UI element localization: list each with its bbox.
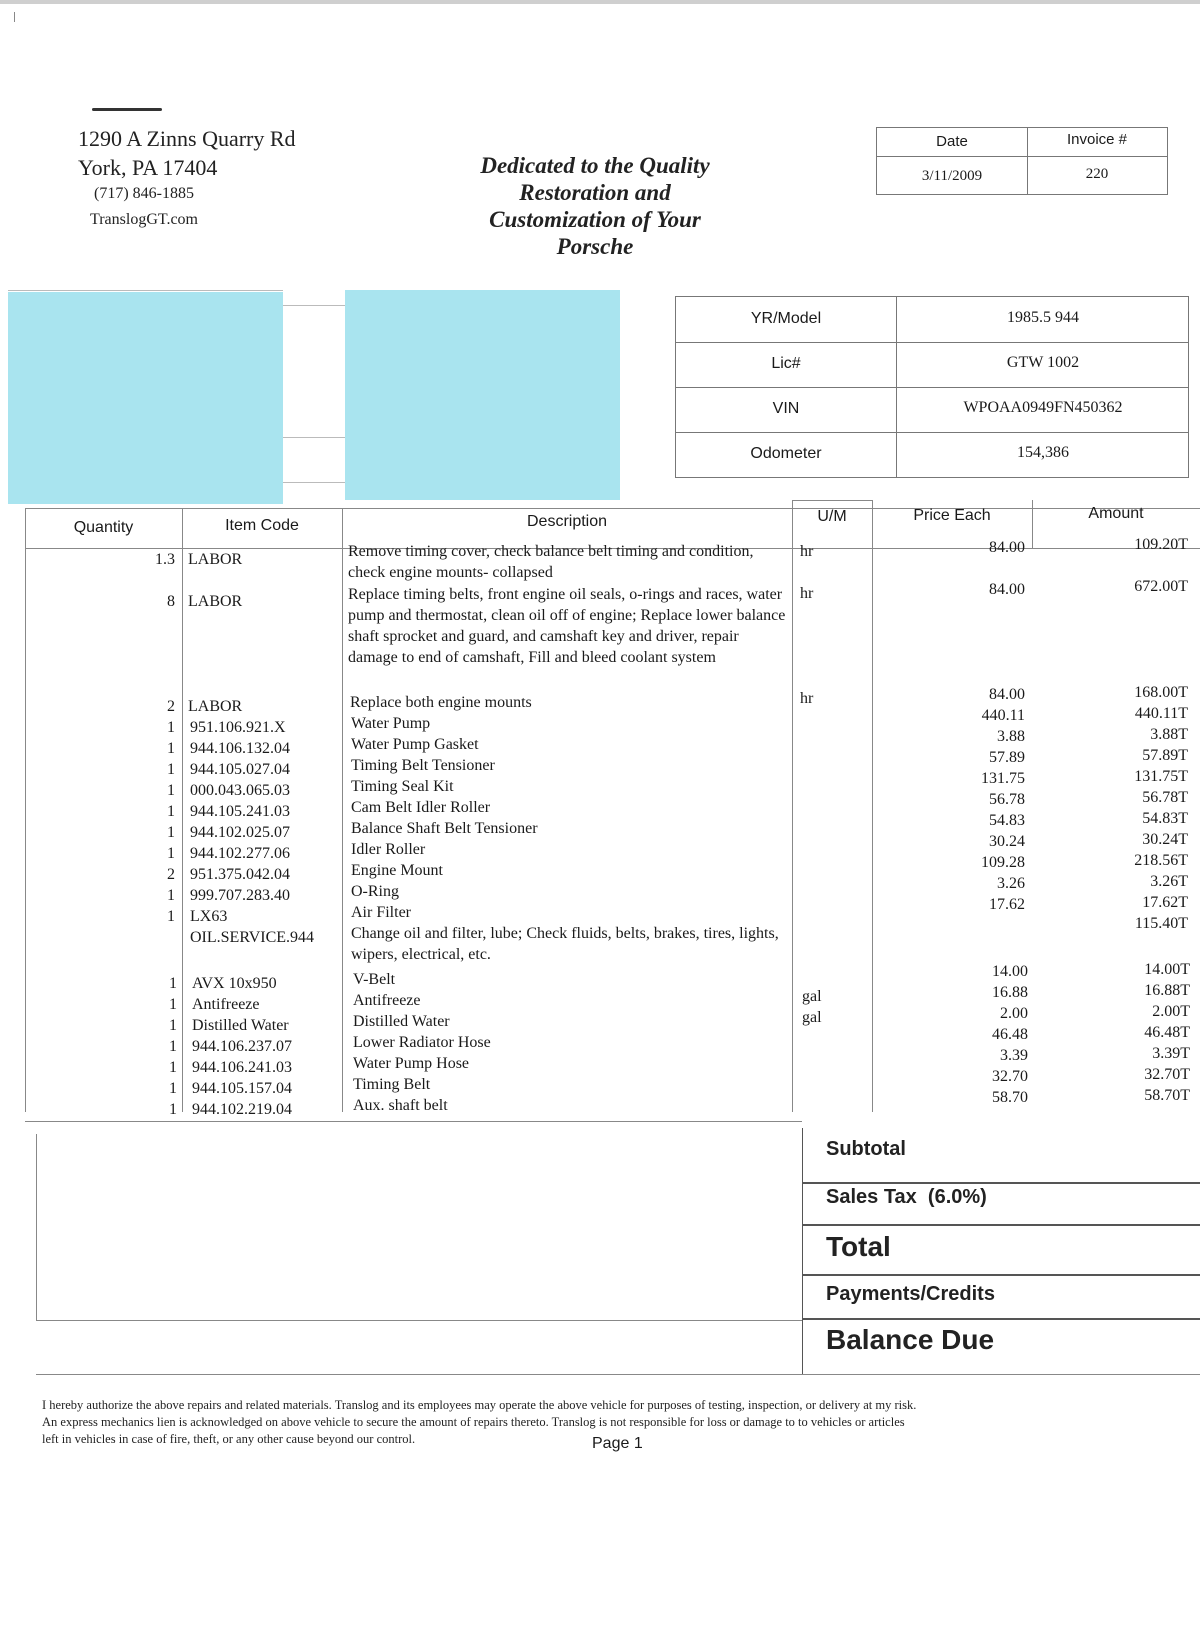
item-description: V-Belt — [353, 971, 396, 988]
item-amount: 57.89T — [1142, 747, 1188, 764]
item-code: 944.105.157.04 — [192, 1080, 292, 1097]
item-qty: 1 — [169, 1017, 177, 1034]
item-qty: 1 — [169, 1038, 177, 1055]
item-code: 944.105.241.03 — [190, 803, 290, 820]
item-price: 2.00 — [1000, 1005, 1028, 1022]
item-price: 16.88 — [992, 984, 1028, 1001]
redacted-bill-to — [8, 292, 283, 504]
item-description: Aux. shaft belt — [353, 1097, 448, 1114]
col-divider — [182, 508, 183, 1112]
item-amount: 3.88T — [1150, 726, 1188, 743]
item-amount: 168.00T — [1134, 684, 1188, 701]
item-qty: 1 — [167, 761, 175, 778]
item-description: Idler Roller — [351, 841, 426, 858]
col-divider — [342, 508, 343, 1112]
item-code: Distilled Water — [192, 1017, 289, 1034]
item-code: 944.102.219.04 — [192, 1101, 292, 1118]
logo-mark — [92, 108, 162, 111]
item-price: 54.83 — [989, 812, 1025, 829]
vehicle-value: WPOAA0949FN450362 — [963, 399, 1123, 416]
item-description: Timing Belt Tensioner — [351, 757, 495, 774]
item-amount: 46.48T — [1144, 1024, 1190, 1041]
item-price: 109.28 — [981, 854, 1025, 871]
authorization-disclaimer — [42, 1397, 1122, 1448]
item-code: OIL.SERVICE.944 — [190, 929, 315, 946]
page-number: Page 1 — [592, 1435, 643, 1452]
item-price: 440.11 — [981, 707, 1025, 724]
total-label: Total — [826, 1231, 891, 1262]
item-description: Remove timing cover, check balance belt timing and condition, check engine mounts- collapsed — [348, 543, 754, 581]
item-price: 84.00 — [989, 539, 1025, 556]
invoice-meta-box — [876, 127, 1168, 195]
item-code: Antifreeze — [192, 996, 260, 1013]
col-header-amount: Amount — [1088, 505, 1144, 522]
item-amount: 115.40T — [1134, 915, 1188, 932]
item-qty: 2 — [167, 698, 175, 715]
date-label: Date — [936, 133, 968, 150]
item-qty: 1 — [169, 1059, 177, 1076]
tagline-line: Restoration and — [519, 180, 671, 205]
vehicle-row — [676, 432, 1188, 477]
item-amount: 32.70T — [1144, 1066, 1190, 1083]
invoice-number: 220 — [1085, 166, 1109, 182]
item-amount: 2.00T — [1152, 1003, 1190, 1020]
item-amount: 30.24T — [1142, 831, 1188, 848]
memo-divider — [36, 1320, 802, 1321]
item-amount: 109.20T — [1134, 536, 1188, 553]
item-price: 56.78 — [989, 791, 1025, 808]
item-um: hr — [800, 585, 814, 602]
totals-left-border — [802, 1128, 803, 1374]
tagline-line: Dedicated to the Quality — [480, 153, 710, 178]
table-bottom-border — [25, 1121, 802, 1122]
tagline-line: Porsche — [556, 234, 634, 259]
item-qty: 1 — [167, 740, 175, 757]
scan-mark — [14, 12, 15, 22]
item-qty: 1.3 — [155, 551, 175, 568]
payments-credits-label: Payments/Credits — [826, 1283, 995, 1305]
item-price: 3.39 — [1000, 1047, 1028, 1064]
address-street: 1290 A Zinns Quarry Rd — [78, 126, 296, 151]
item-description: Water Pump — [351, 715, 431, 732]
item-description: Antifreeze — [353, 992, 421, 1009]
item-price: 30.24 — [989, 833, 1025, 850]
item-description: Balance Shaft Belt Tensioner — [351, 820, 538, 837]
item-description: Change oil and filter, lube; Check fluids, belts, brakes, tires, lights, wipers, electrical, etc. — [351, 925, 779, 963]
col-divider — [792, 500, 793, 1112]
item-amount: 3.26T — [1150, 873, 1188, 890]
item-description: Cam Belt Idler Roller — [351, 799, 491, 816]
item-amount: 440.11T — [1134, 705, 1188, 722]
item-description: O-Ring — [351, 883, 399, 900]
item-code: 951.106.921.X — [190, 719, 286, 736]
item-description: Distilled Water — [353, 1013, 450, 1030]
item-um: gal — [802, 988, 822, 1005]
vehicle-info-table — [675, 296, 1189, 478]
vehicle-label: Odometer — [750, 445, 822, 462]
item-amount: 58.70T — [1144, 1087, 1190, 1104]
divider — [283, 437, 345, 438]
item-um: gal — [802, 1009, 822, 1026]
item-amount: 16.88T — [1144, 982, 1190, 999]
item-amount: 672.00T — [1134, 578, 1188, 595]
item-amount: 14.00T — [1144, 961, 1190, 978]
vehicle-row — [676, 297, 1188, 343]
item-qty: 1 — [167, 782, 175, 799]
vehicle-value: GTW 1002 — [1006, 354, 1080, 371]
vehicle-value: 1985.5 944 — [1007, 309, 1079, 326]
item-code: 944.105.027.04 — [190, 761, 290, 778]
tagline-line: Customization of Your — [489, 207, 701, 232]
item-description: Water Pump Gasket — [351, 736, 479, 753]
divider — [283, 482, 345, 483]
item-description: Air Filter — [351, 904, 411, 921]
vehicle-row — [676, 387, 1188, 433]
disclaimer-line: left in vehicles in case of fire, theft, or any other cause beyond our control. — [42, 1432, 416, 1446]
redacted-ship-to — [345, 290, 620, 500]
col-divider — [872, 500, 873, 1112]
item-price: 32.70 — [992, 1068, 1028, 1085]
item-code: LABOR — [188, 698, 243, 715]
balance-due-label: Balance Due — [826, 1324, 995, 1355]
address-website: TranslogGT.com — [90, 211, 198, 228]
item-qty: 8 — [167, 593, 175, 610]
item-price: 84.00 — [989, 686, 1025, 703]
item-amount: 3.39T — [1152, 1045, 1190, 1062]
item-price: 84.00 — [989, 581, 1025, 598]
sales-tax-label: Sales Tax (6.0%) — [826, 1186, 987, 1208]
item-qty: 1 — [167, 845, 175, 862]
divider — [283, 305, 345, 306]
item-price: 58.70 — [992, 1089, 1028, 1106]
item-code: 944.106.241.03 — [192, 1059, 292, 1076]
item-code: 951.375.042.04 — [190, 866, 290, 883]
item-description: Replace timing belts, front engine oil seals, o-rings and races, water pump and thermostat, clean oil off of engine; Replace lower balance shaft sprocket and guard, and camshaft key and driver, repair damage to end of camshaft, Fill and bleed coolant system — [348, 586, 786, 666]
table-left-border — [25, 508, 26, 1112]
item-description: Timing Belt — [353, 1076, 431, 1093]
memo-left-border — [36, 1134, 37, 1320]
item-description: Lower Radiator Hose — [353, 1034, 491, 1051]
divider — [8, 290, 283, 291]
disclaimer-line: I hereby authorize the above repairs and related materials. Translog and its employees may operate the above vehicle for purposes of testing, inspection, or delivery at my risk. — [42, 1398, 917, 1412]
item-qty: 1 — [169, 1101, 177, 1118]
item-code: 944.106.237.07 — [192, 1038, 292, 1055]
item-description: Water Pump Hose — [353, 1055, 470, 1072]
item-qty: 2 — [167, 866, 175, 883]
disclaimer-line: An express mechanics lien is acknowledged on above vehicle to secure the amount of repairs thereto. Translog is not responsible for loss or damage to to vehicles or articles — [42, 1415, 905, 1429]
col-header-um: U/M — [817, 508, 847, 525]
col-header-price-each: Price Each — [913, 507, 991, 524]
item-price: 57.89 — [989, 749, 1025, 766]
item-price: 3.26 — [997, 875, 1025, 892]
tagline — [405, 152, 785, 260]
item-code: LABOR — [188, 593, 243, 610]
item-qty: 1 — [169, 975, 177, 992]
item-qty: 1 — [167, 803, 175, 820]
item-amount: 54.83T — [1142, 810, 1188, 827]
item-um: hr — [800, 690, 814, 707]
col-header-quantity: Quantity — [73, 519, 134, 536]
item-qty: 1 — [167, 887, 175, 904]
item-amount: 131.75T — [1134, 768, 1188, 785]
item-amount: 56.78T — [1142, 789, 1188, 806]
item-code: LABOR — [188, 551, 243, 568]
item-qty: 1 — [167, 719, 175, 736]
item-qty: 1 — [169, 996, 177, 1013]
item-price: 46.48 — [992, 1026, 1028, 1043]
item-qty: 1 — [169, 1080, 177, 1097]
scan-edge — [0, 0, 1200, 4]
item-code: 000.043.065.03 — [190, 782, 290, 799]
item-price: 3.88 — [997, 728, 1025, 745]
item-price: 17.62 — [989, 896, 1025, 913]
item-price: 14.00 — [992, 963, 1028, 980]
item-description: Engine Mount — [351, 862, 443, 879]
vehicle-row — [676, 342, 1188, 388]
item-description: Timing Seal Kit — [351, 778, 454, 795]
footer-divider — [36, 1374, 1200, 1375]
address-phone: (717) 846-1885 — [94, 185, 194, 202]
item-price: 131.75 — [981, 770, 1025, 787]
item-description: Replace both engine mounts — [350, 694, 532, 711]
invoice-number-label: Invoice # — [1066, 131, 1128, 148]
item-code: 999.707.283.40 — [190, 887, 290, 904]
vehicle-label: VIN — [772, 400, 800, 417]
subtotal-label: Subtotal — [826, 1138, 906, 1160]
invoice-date: 3/11/2009 — [921, 168, 983, 184]
col-header-item-code: Item Code — [225, 517, 299, 534]
item-code: 944.106.132.04 — [190, 740, 290, 757]
item-code: 944.102.025.07 — [190, 824, 290, 841]
vehicle-value: 154,386 — [1017, 444, 1069, 461]
col-header-description: Description — [526, 513, 608, 530]
vehicle-label: YR/Model — [750, 310, 822, 327]
item-code: AVX 10x950 — [192, 975, 277, 992]
address-city: York, PA 17404 — [78, 155, 218, 180]
item-qty: 1 — [167, 908, 175, 925]
item-code: 944.102.277.06 — [190, 845, 290, 862]
um-header-top — [792, 500, 872, 501]
item-code: LX63 — [190, 908, 228, 925]
item-amount: 218.56T — [1134, 852, 1188, 869]
vehicle-label: Lic# — [771, 355, 801, 372]
item-qty: 1 — [167, 824, 175, 841]
item-um: hr — [800, 543, 814, 560]
item-amount: 17.62T — [1142, 894, 1188, 911]
